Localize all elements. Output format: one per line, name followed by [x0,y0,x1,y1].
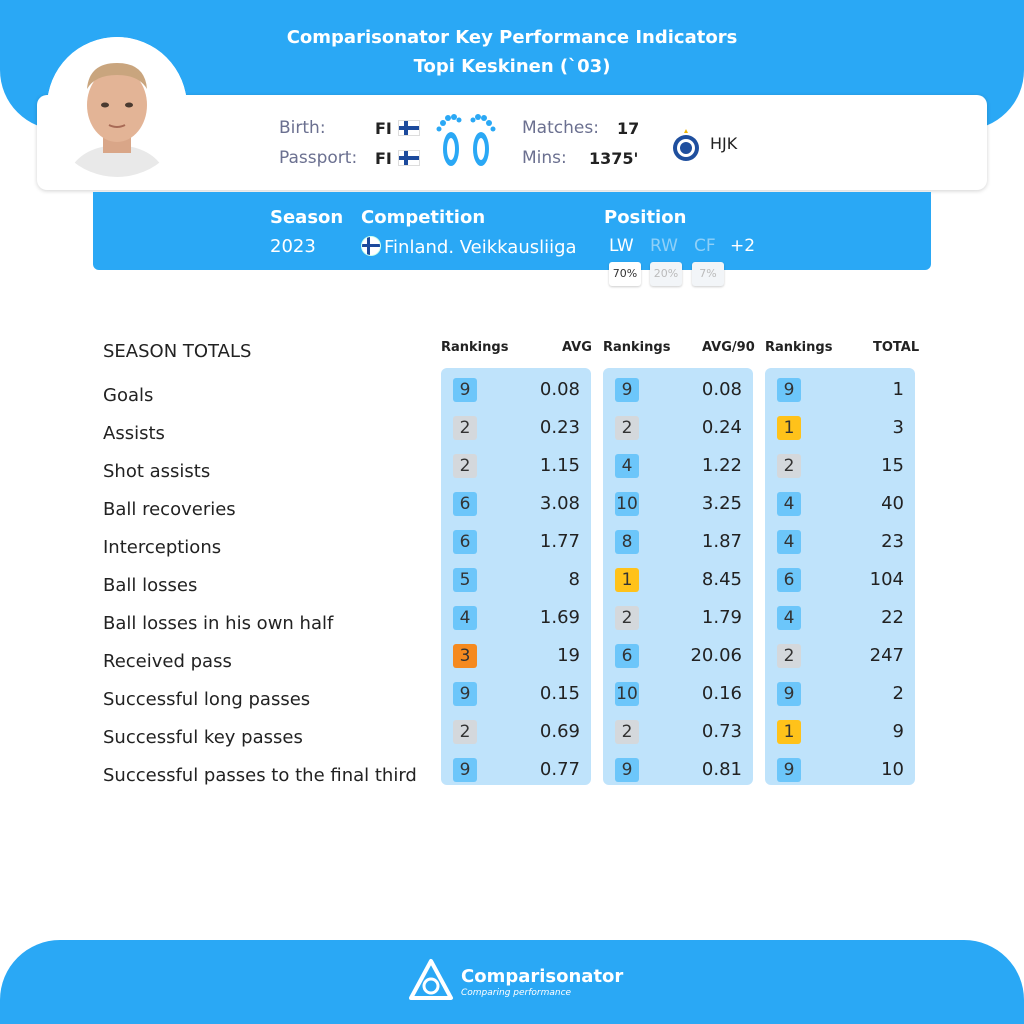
row-label: Ball recoveries [103,499,236,520]
avg90-value: 0.24 [701,417,742,438]
avg90-value: 8.45 [701,569,742,590]
col-head-total: TOTAL [873,340,920,355]
avg90-value: 0.73 [701,721,742,742]
rank-badge: 9 [615,378,639,402]
col-head-rankings-2: Rankings [603,340,671,355]
rank-badge: 1 [777,416,801,440]
rank-badge: 2 [453,454,477,478]
row-label: Successful key passes [103,727,303,748]
total-value: 104 [869,569,904,590]
total-value: 3 [892,417,904,438]
rank-badge: 2 [615,416,639,440]
rank-badge: 9 [777,682,801,706]
rank-badge: 2 [453,720,477,744]
avg-value: 19 [557,645,580,666]
competition-label: Competition [361,207,486,228]
total-value: 23 [881,531,904,552]
avg90-value: 1.22 [701,455,742,476]
rank-badge: 2 [615,606,639,630]
avg90-value: 0.08 [701,379,742,400]
rank-badge: 9 [453,682,477,706]
rank-badge: 5 [453,568,477,592]
avg-value: 3.08 [539,493,580,514]
avg-value: 1.69 [539,607,580,628]
player-title: Topi Keskinen (`03) [413,56,611,77]
positions-more: +2 [730,236,756,256]
row-label: Assists [103,423,165,444]
avg-value: 0.77 [539,759,580,780]
rank-badge: 2 [777,644,801,668]
rank-badge: 3 [453,644,477,668]
total-value: 2 [892,683,904,704]
total-value: 40 [881,493,904,514]
avg-value: 1.15 [539,455,580,476]
avg-value: 0.69 [539,721,580,742]
row-label: Ball losses in his own half [103,613,334,634]
hjk-crest-icon [670,128,702,162]
competition-value: Finland. Veikkausliiga [361,236,577,258]
player-avatar [47,37,187,177]
col-head-rankings-1: Rankings [441,340,509,355]
row-label: Goals [103,385,154,406]
rank-badge: 4 [777,530,801,554]
finland-flag-icon [398,120,420,136]
total-value: 1 [892,379,904,400]
row-label: Interceptions [103,537,222,558]
rank-badge: 6 [453,492,477,516]
rank-badge: 9 [615,758,639,782]
position-cf: CF [694,236,716,256]
season-value: 2023 [270,236,316,257]
rank-badge: 2 [453,416,477,440]
passport-label: Passport: [279,148,358,168]
passport-value: FI [375,149,420,168]
total-value: 10 [881,759,904,780]
total-value: 9 [892,721,904,742]
page-title: Comparisonator Key Performance Indicators [286,27,738,48]
total-value: 22 [881,607,904,628]
rank-badge: 10 [616,684,638,704]
club-name: HJK [710,134,738,153]
row-label: Shot assists [103,461,211,482]
col-head-avg: AVG [562,340,592,355]
avg-value: 0.08 [539,379,580,400]
total-value: 247 [869,645,904,666]
avg90-value: 20.06 [690,645,742,666]
col-head-rankings-3: Rankings [765,340,833,355]
rank-badge: 4 [453,606,477,630]
position-label: Position [604,207,687,228]
position-lw: LW [609,236,634,256]
season-label: Season [270,207,344,228]
avg90-value: 1.87 [701,531,742,552]
brand-tagline: Comparing performance [461,988,572,998]
mins-value: 1375' [589,149,639,168]
rank-badge: 1 [777,720,801,744]
rank-badge: 6 [615,644,639,668]
total-value: 15 [881,455,904,476]
rank-badge: 2 [615,720,639,744]
rank-badge: 2 [777,454,801,478]
rank-badge: 8 [615,530,639,554]
season-bar [93,192,931,280]
rank-badge: 4 [615,454,639,478]
rank-badge: 9 [453,758,477,782]
comparisonator-logo-icon [408,958,454,1004]
rank-badge: 6 [453,530,477,554]
avg-value: 1.77 [539,531,580,552]
matches-value: 17 [617,119,640,138]
rank-badge: 10 [616,494,638,514]
rank-badge: 6 [777,568,801,592]
rank-badge: 1 [615,568,639,592]
brand-name: Comparisonator [461,966,624,987]
position-lw-pct: 70% [609,262,641,286]
section-title: SEASON TOTALS [103,341,252,362]
avg90-value: 3.25 [701,493,742,514]
birth-value: FI [375,119,420,138]
avg-value: 0.23 [539,417,580,438]
finland-flag-icon [398,150,420,166]
avg-value: 0.15 [539,683,580,704]
rank-badge: 4 [777,492,801,516]
row-label: Ball losses [103,575,198,596]
rank-badge: 9 [453,378,477,402]
avg90-value: 1.79 [701,607,742,628]
rank-badge: 4 [777,606,801,630]
feet-icon [435,111,497,171]
avg90-value: 0.81 [701,759,742,780]
finland-flag-icon [361,236,381,256]
row-label: Successful long passes [103,689,311,710]
rank-badge: 9 [777,378,801,402]
birth-label: Birth: [279,118,326,138]
row-label: Successful passes to the final third [103,765,417,786]
matches-label: Matches: [522,118,599,138]
mins-label: Mins: [522,148,567,168]
avg90-value: 0.16 [701,683,742,704]
avg-value: 8 [568,569,580,590]
row-label: Received pass [103,651,232,672]
rank-badge: 9 [777,758,801,782]
position-rw: RW [650,236,678,256]
position-cf-pct: 7% [692,262,724,286]
position-rw-pct: 20% [650,262,682,286]
col-head-avg90: AVG/90 [702,340,755,355]
